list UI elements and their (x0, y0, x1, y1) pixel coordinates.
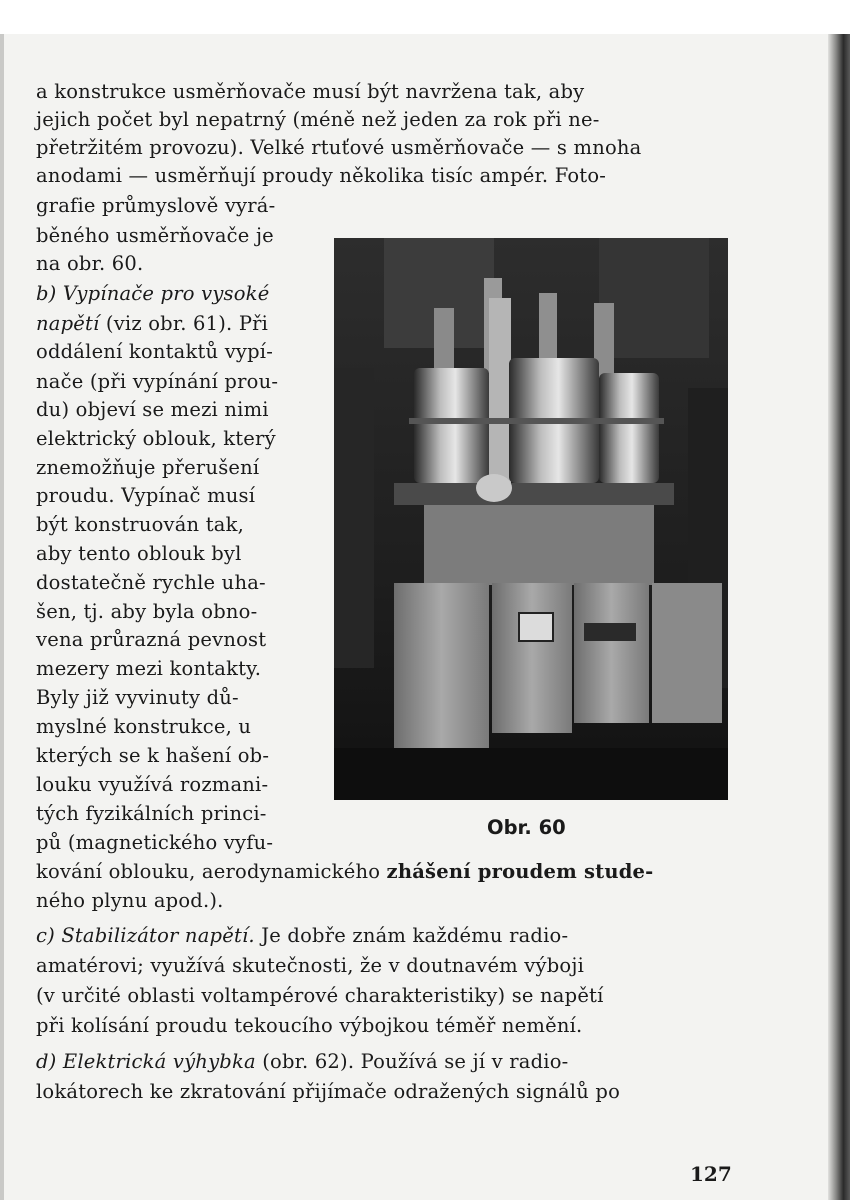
text-line: elektrický oblouk, který (36, 427, 276, 450)
wide-line-start: kování oblouku, aerodynamického (36, 860, 381, 883)
text-line: dostatečně rychle uha- (36, 571, 266, 594)
text-line: běného usměrňovače je (36, 224, 274, 247)
text-line: při kolísání proudu tekoucího výbojkou téměř nemění. (36, 1014, 583, 1037)
section-d-heading (36, 1050, 568, 1074)
text-line: aby tento oblouk byl (36, 542, 242, 565)
page-binding-edge (828, 34, 850, 1200)
text-line: louku využívá rozmani- (36, 773, 269, 796)
section-c-label: c) Stabilizátor napětí. (36, 924, 255, 947)
text-line: tých fyzikálních princi- (36, 802, 267, 825)
section-b-label-cont: napětí (36, 312, 100, 335)
text-line: lokátorech ke zkratování přijímače odražených signálů po (36, 1080, 621, 1103)
text-line: být konstruován tak, (36, 513, 244, 536)
section-d-label: d) Elektrická výhybka (36, 1050, 256, 1073)
text-line: na obr. 60. (36, 252, 144, 275)
text-line: anodami — usměrňují proudy několika tisíc ampér. Foto- (36, 164, 607, 187)
section-b-label: b) Vypínače pro vysoké (36, 282, 270, 305)
section-b-first-rest: (viz obr. 61). Při (105, 312, 269, 335)
wide-line-bold: zhášení proudem stude- (386, 860, 654, 883)
page-number: 127 (690, 1162, 732, 1186)
text-line: kterých se k hašení ob- (36, 744, 270, 767)
page-left-edge (0, 34, 4, 1200)
text-line: a konstrukce usměrňovače musí být navržena tak, aby (36, 80, 585, 103)
text-line (36, 860, 653, 884)
photo-industrial-rectifier (334, 238, 728, 800)
text-line: vena průrazná pevnost (36, 628, 267, 651)
text-line: ného plynu apod.). (36, 889, 224, 912)
text-line: mezery mezi kontakty. (36, 657, 262, 680)
figure-caption: Obr. 60 (487, 816, 566, 839)
text-line: znemožňuje přerušení (36, 456, 260, 479)
text-line: šen, tj. aby byla obno- (36, 600, 258, 623)
text-line: (v určité oblasti voltampérové charakteristiky) se napětí (36, 984, 604, 1007)
section-c-first-rest: Je dobře znám každému radio- (261, 924, 569, 947)
text-line: oddálení kontaktů vypí- (36, 340, 274, 363)
text-line: jejich počet byl nepatrný (méně než jeden za rok při ne- (36, 108, 600, 131)
text-line: pů (magnetického vyfu- (36, 831, 274, 854)
scan-border-top (0, 0, 850, 34)
text-line: amatérovi; využívá skutečnosti, že v doutnavém výboji (36, 954, 585, 977)
section-d-first-rest: (obr. 62). Používá se jí v radio- (262, 1050, 569, 1073)
text-line (36, 312, 268, 336)
text-line: du) objeví se mezi nimi (36, 398, 269, 421)
text-line: nače (při vypínání prou- (36, 370, 279, 393)
text-line: proudu. Vypínač musí (36, 484, 256, 507)
text-line: myslné konstrukce, u (36, 715, 252, 738)
section-b-heading (36, 282, 269, 306)
text-line: přetržitém provozu). Velké rtuťové usměrňovače — s mnoha (36, 136, 642, 159)
section-c-heading (36, 924, 568, 948)
rectifier-photo-drawing (334, 238, 728, 800)
text-line: grafie průmyslově vyrá- (36, 194, 276, 217)
text-line: Byly již vyvinuty dů- (36, 686, 239, 709)
